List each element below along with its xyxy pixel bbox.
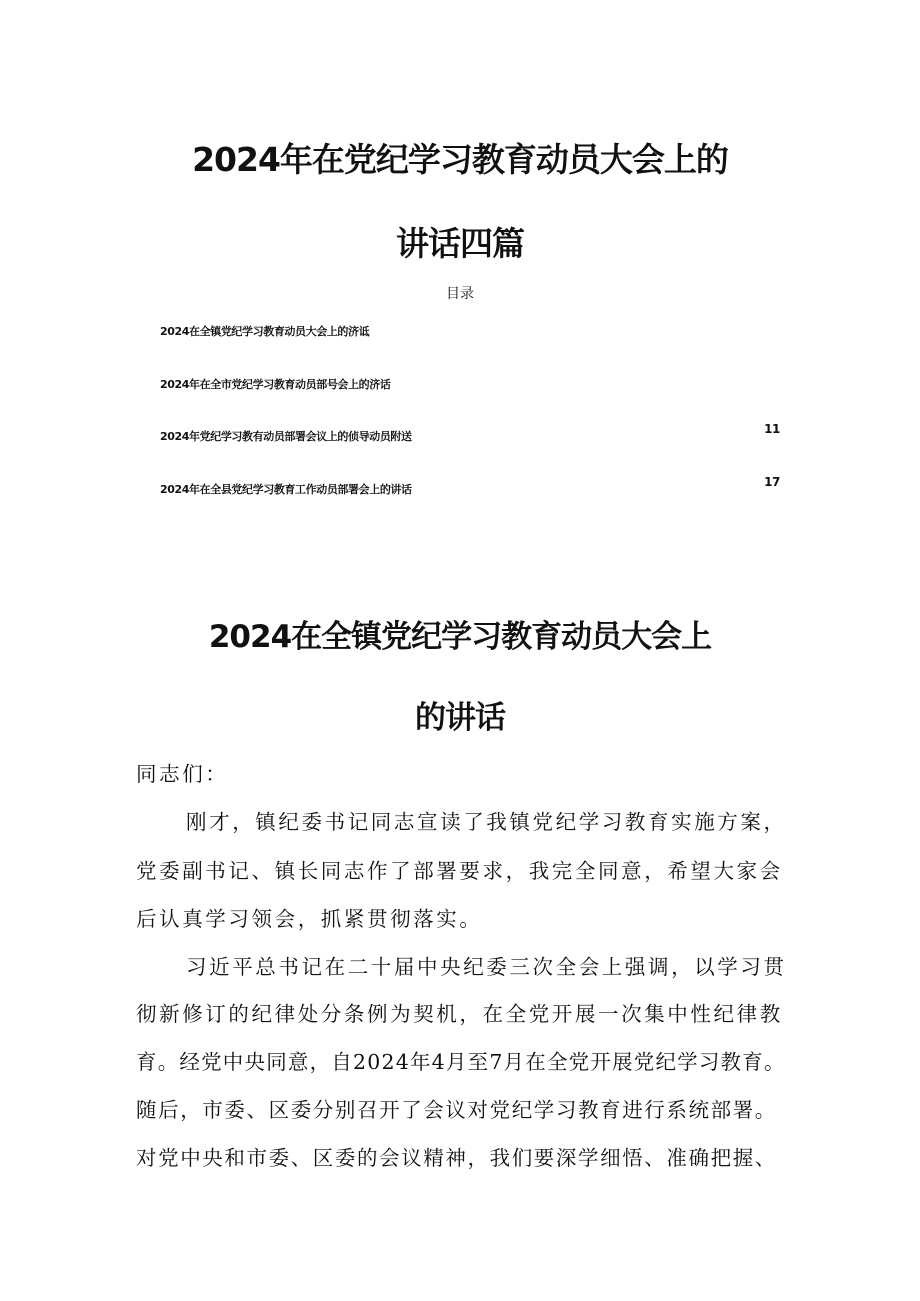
body-text-line: 刚才，镇纪委书记同志宣读了我镇党纪学习教育实施方案， xyxy=(186,810,787,834)
document-title-line-1: 2024年在党纪学习教育动员大会上的 xyxy=(192,140,728,179)
toc-item-page: 17 xyxy=(764,475,780,489)
body-text-line: 彻新修订的纪律处分条例为契机，在全党开展一次集中性纪律教 xyxy=(136,1002,783,1026)
toc-item-label: 2024年在全县党纪学习教育工作动员部署会上的讲话 xyxy=(160,483,412,496)
toc-item[interactable] xyxy=(160,323,780,339)
toc-item-label: 2024年在全市党纪学习教育动员部号会上的济话 xyxy=(160,378,391,391)
toc-item[interactable] xyxy=(160,376,780,392)
salutation: 同志们： xyxy=(136,762,229,786)
section-title-line-2: 的讲话 xyxy=(415,700,505,736)
toc-heading: 目录 xyxy=(446,286,474,302)
body-text-line: 随后，市委、区委分别召开了会议对党纪学习教育进行系统部署。 xyxy=(136,1098,777,1122)
body-text-line: 习近平总书记在二十届中央纪委三次全会上强调，以学习贯 xyxy=(186,955,787,979)
body-text-line: 党委副书记、镇长同志作了部署要求，我完全同意，希望大家会 xyxy=(136,859,783,883)
toc-item-label: 2024在全镇党纪学习教育动员大会上的济诋 xyxy=(160,325,370,338)
toc-item-page: 11 xyxy=(764,422,780,436)
document-title-line-2: 讲话四篇 xyxy=(396,224,524,263)
toc-item[interactable] xyxy=(160,422,780,444)
toc-item-label: 2024年党纪学习教有动员部署会议上的侦导动员附送 xyxy=(160,430,412,443)
section-title-line-1: 2024在全镇党纪学习教育动员大会上 xyxy=(208,619,712,655)
body-text-line: 对党中央和市委、区委的会议精神，我们要深学细悟、准确把握、 xyxy=(136,1146,777,1170)
body-text-line: 后认真学习领会，抓紧贯彻落实。 xyxy=(136,907,483,931)
body-text-line: 育。经党中央同意，自2024年4月至7月在全党开展党纪学习教育。 xyxy=(136,1050,786,1074)
toc-item[interactable] xyxy=(160,475,780,497)
